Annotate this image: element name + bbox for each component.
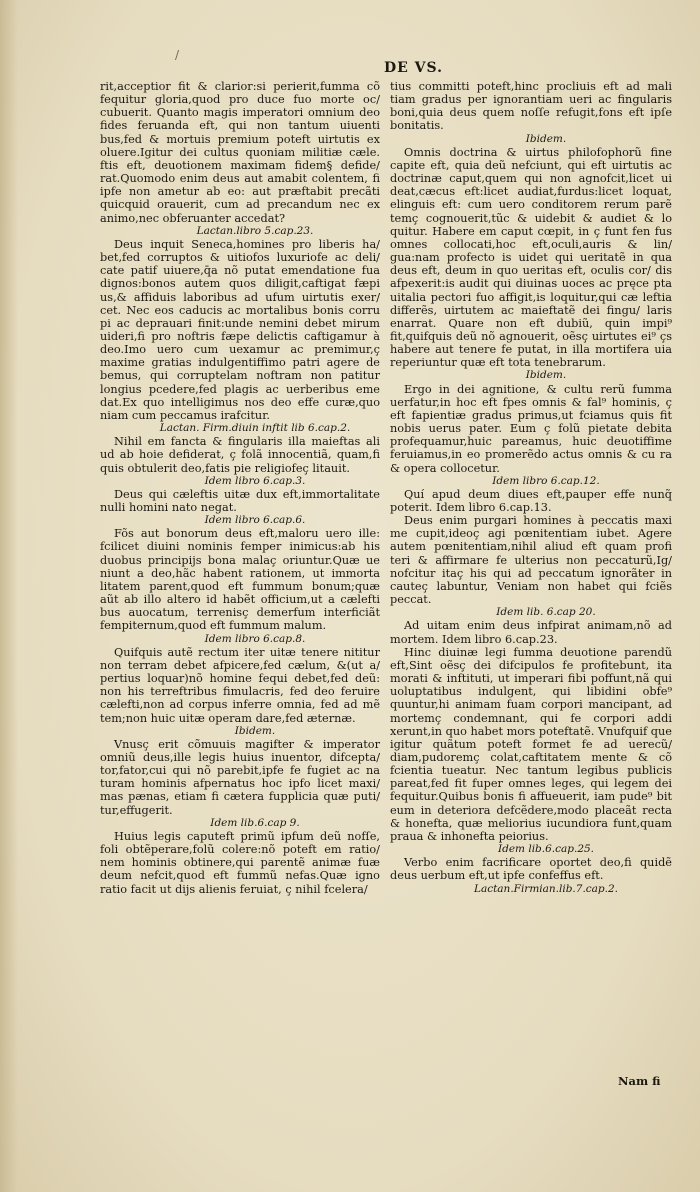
catchword: Nam fi — [618, 1074, 661, 1088]
paragraph: Verbo enim facrificare oportet deo,fi quidẽ deus uerbum eft,ut ipfe confeffus eft. — [390, 856, 672, 883]
paragraph: Quí apud deum diues eft,pauper effe nunq̃ poterit. Idem libro 6.cap.13. — [390, 487, 672, 514]
citation: Lactan. Firm.diuin inftit lib 6.cap.2. — [159, 422, 351, 435]
citation: Idem libro 6.cap.12. — [492, 474, 600, 487]
right-column — [390, 80, 672, 896]
paragraph: Nihil em fancta & fingularis illa maieftas ali ud ab hoie defiderat, ç folã innocentiã, quam,fi quis obtulerit deo,fatis pie religiofeç litauit. — [100, 435, 380, 475]
paragraph: Deus enim purgari homines à peccatis maxi me cupit,ideoç agi pœnitentiam iubet. Agere autem pœnitentiam,nihil aliud eft quam profi teri & affirmare fe ulterius non peccaturũ,Ig/ nofcitur itaç his qui ad peccatum ignorãter in cauteç labuntur, Veniam non habet qui fciẽs peccat. — [390, 514, 672, 607]
paragraph: Omnis doctrina & uirtus philofophorũ fine capite eft, quia deũ nefciunt, qui eft uirtutis ac doctrinæ caput,quem qui non agnofcit,licet ui deat,cæcus eft:licet audiat,furdus:licet loquat, elinguis eft: cum uero conditorem rerum parẽ temç cognouerit,tũc & uidebit & audiet & lo quitur. Habere em caput cœpit, in ç funt fen fus omnes collocati,hoc eft,oculi,auris & lin/ gua:nam profecto is uidet qui ueritatẽ in qua deus eft, deum in quo ueritas eft, oculis cor/ dis afpexerit:is audit qui diuinas uoces ac pręce pta uitalia pectori fuo affigit,is loquitur,qui cæ leftia differẽs, uirtutem ac maieftatẽ dei fingu/ laris enarrat. Quare non eft dubiũ, quin impi⁹ fit,quifquis deũ nõ agnouerit, oẽsç uirtutes ei⁹ çs habere aut tenere fe putat, in illa mortifera uia reperiuntur quæ eft tota tenebrarum. — [390, 145, 672, 370]
margin-mark: / — [175, 48, 180, 62]
citation: Lactan.libro 5.cap.23. — [196, 224, 314, 237]
left-column — [100, 80, 380, 896]
citation: Idem lib. 6.cap 20. — [496, 606, 596, 619]
citation: Lactan.Firmian.lib.7.cap.2. — [473, 882, 619, 895]
paragraph: tius committi poteft,hinc procliuis eft ad mali tiam gradus per ignorantiam ueri ac fingularis boni,quia deus quem noſſe refugit,fons eft ipſe bonitatis. — [390, 80, 672, 133]
citation: Idem libro 6.cap.8. — [204, 632, 306, 645]
paragraph: Quifquis autẽ rectum iter uitæ tenere nititur non terram debet afpicere,fed cælum, &(ut a/ pertius loquar)nõ homine fequi debet,fed deũ: non his terreftribus fimulacris, fed deo feruire cælefti,non ad corpus inferre omnia, fed ad mẽ tem;non huic uitæ operam dare,fed æternæ. — [100, 645, 380, 725]
citation: Ibidem. — [234, 724, 276, 737]
paragraph: Hinc diuinæ legi fumma deuotione parendũ eft,Sint oẽsç dei difcipulos fe profitebunt, ita morati & inftituti, ut imperari fibi poffunt,nã qui uoluptatibus indulgent, qui libidini obfe⁹ quuntur,hi animam fuam corpori mancipant, ad mortemç condemnant, qui fe corpori addi xerunt,in quo habet mors poteftatẽ. Vnufquif que igitur quãtum poteft formet fe ad uerecũ/ diam,pudoremç colat,caftitatem mente & cõ fcientia tueatur. Nec tantum legibus publicis pareat,fed fit fuper omnes leges, qui legem dei fequitur.Quibus bonis fi affueuerit, iam pude⁹ bit eum in deteriora defcẽdere,modo placeãt recta & honefta, quæ meliorius iucundiora funt,quam praua & inhonefta peiorius. — [390, 645, 672, 843]
paragraph: Ergo in dei agnitione, & cultu rerũ fumma uerfatur,in hoc eft fpes omnis & fal⁹ hominis, ç eft fapientiæ gradus primus,ut fciamus quis fit nobis uerus pater. Eum ç folũ pietate debita profequamur,huic pareamus, huic deuotiffime feruiamus,in eo promerẽdo actus omnis & cu ra & opera collocetur. — [390, 382, 672, 475]
paragraph: Vnusç erit cõmuuis magifter & imperator omniũ deus,ille legis huius inuentor, difcepta/ tor,fator,cui qui nõ parebit,ipfe fe fugiet ac na turam hominis afpernatus hoc ipfo licet maxi/ mas pænas, etiam fi cætera fupplicia quæ puti/ tur,effugerit. — [100, 737, 380, 817]
paragraph: Deus inquit Seneca,homines pro liberis ha/ bet,fed corruptos & uitiofos luxuriofe ac deli/ cate patif uiuere,q̄a nõ putat emendatione fua dignos:bonos autem quos diligit,caftigat fæpi us,& affiduis laboribus ad ufum uirtutis exer/ cet. Nec eos caducis ac mortalibus bonis corru pi ac deprauari finit:unde nemini debet mirum uideri,fi pro noftris fæpe delictis caftigamur à deo.Imo uero cum uexamur ac premimur,ç maxime gratias indulgentiffimo patri agere de bemus, qui corruptelam noftram non patitur longius pcedere,fed plagis ac uerberibus eme dat.Ex quo intelligimus nos deo effe curæ,quo niam cum peccamus irafcitur. — [100, 237, 380, 422]
citation: Ibidem. — [525, 132, 567, 145]
paragraph: Deus qui cæleftis uitæ dux eft,immortalitate nulli homini nato negat. — [100, 487, 380, 514]
page-gutter-shadow — [0, 0, 18, 1192]
citation: Idem lib.6.cap.25. — [497, 843, 595, 856]
paragraph: Ad uitam enim deus infpirat animam,nõ ad mortem. Idem libro 6.cap.23. — [390, 619, 672, 646]
citation: Idem lib.6.cap 9. — [210, 816, 300, 829]
citation: Idem libro 6.cap.6. — [204, 514, 306, 527]
citation: Ibidem. — [525, 369, 567, 382]
citation: Idem libro 6.cap.3. — [204, 474, 306, 487]
paragraph: Fõs aut bonorum deus eft,maloru uero ille: fcilicet diuini nominis femper inimicus:ab his duobus principijs bona malaç oriuntur.Quæ ue niunt a deo,hãc habent rationem, ut immorta litatem parent,quod eft fummum bonum;quæ aũt ab illo altero id habẽt officium,ut a cælefti bus auocatum, terrenisç demerfum interficiãt fempiternum,quod eft fummum malum. — [100, 527, 380, 633]
running-title: DE VS. — [384, 60, 444, 76]
paragraph: rit,acceptior fit & clarior:si perierit,fumma cõ fequitur gloria,quod pro duce fuo morte oc/ cubuerit. Quanto magis imperatori omnium deo fides feruanda eft, qui non tantum uiuenti bus,fed & mortuis premium poteft uirtutis ex oluere.Igitur dei cultus quoniam militiæ cæle. ftis eft, deuotionem maximam fidem§ defide/ rat.Quomodo enim deus aut amabit colentem, fi ipfe non ametur ab eo: aut præftabit precãti quicquid orauerit, cum ad precandum nec ex animo,nec obferuanter accedat? — [100, 80, 380, 225]
paragraph: Huius legis caputeft primũ ipfum deũ nofſe, foli obtẽperare,folũ colere:nõ poteft em ratio/ nem hominis obtinere,qui parentẽ animæ fuæ deum nefcit,quod eft fummũ nefas.Quæ igno ratio facit ut dijs alienis feruiat, ç nihil fcelera/ — [100, 829, 380, 896]
